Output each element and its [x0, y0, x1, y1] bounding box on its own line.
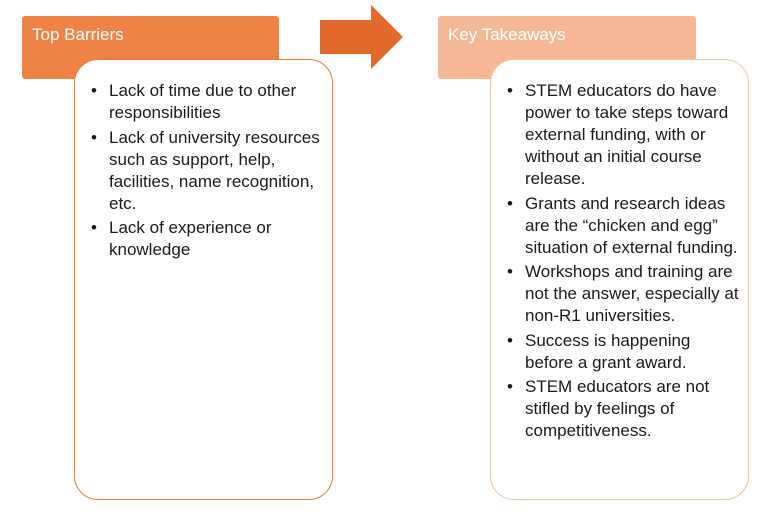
key-takeaways-list — [507, 80, 740, 442]
takeaway-item: • STEM educators are not stifled by feelings of competitiveness. — [507, 376, 740, 442]
top-barriers-panel — [74, 59, 333, 500]
top-barriers-list — [91, 80, 324, 261]
takeaway-item: • STEM educators do have power to take steps toward external funding, with or without an initial course release. — [507, 80, 740, 190]
key-takeaways-panel — [490, 59, 749, 500]
takeaway-item: • Workshops and training are not the answer, especially at non-R1 universities. — [507, 261, 740, 327]
top-barriers-title: Top Barriers — [32, 25, 124, 44]
key-takeaways-title: Key Takeaways — [448, 25, 566, 44]
right-arrow-icon — [320, 5, 403, 69]
takeaway-item: • Grants and research ideas are the “chicken and egg” situation of external funding. — [507, 193, 740, 259]
barrier-item: • Lack of experience or knowledge — [91, 217, 324, 261]
barrier-item: • Lack of time due to other responsibilities — [91, 80, 324, 124]
takeaway-item: • Success is happening before a grant award. — [507, 330, 740, 374]
barrier-item: • Lack of university resources such as support, help, facilities, name recognition, etc. — [91, 127, 324, 215]
